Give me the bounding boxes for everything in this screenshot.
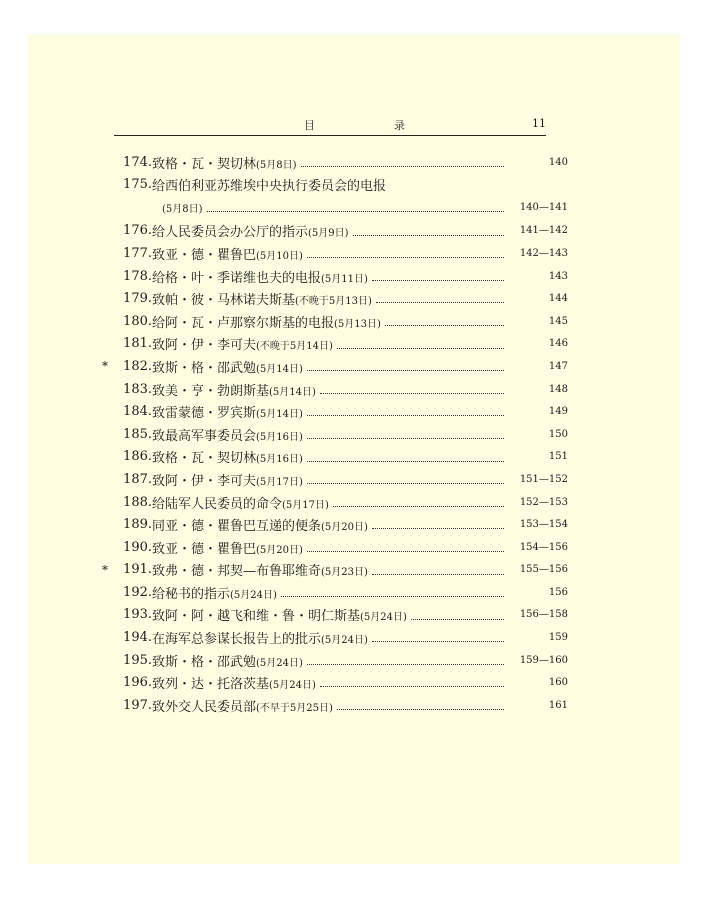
toc-entry bbox=[114, 513, 568, 536]
toc-entry bbox=[114, 378, 568, 401]
dot-leader bbox=[337, 347, 504, 349]
toc-entry-title bbox=[152, 267, 368, 286]
toc-entry bbox=[102, 559, 568, 582]
toc-entry-line bbox=[114, 626, 568, 649]
toc-entry-number: 181. bbox=[123, 336, 152, 352]
toc-entry-number: 195. bbox=[123, 652, 152, 668]
header-title: 目 录 bbox=[304, 119, 439, 132]
toc-entry bbox=[114, 242, 568, 265]
toc-entry bbox=[114, 446, 568, 469]
toc-entry bbox=[102, 355, 568, 378]
toc-entry-title bbox=[152, 651, 303, 670]
toc-entry-number: 189. bbox=[123, 517, 152, 533]
toc-entry-date: (5月20日) bbox=[256, 544, 303, 556]
toc-entry-pages: 143 bbox=[548, 270, 568, 282]
dot-leader bbox=[301, 165, 504, 167]
toc-entry-date: (5月17日) bbox=[256, 476, 303, 488]
page-header bbox=[114, 117, 546, 136]
dot-leader bbox=[320, 392, 504, 394]
toc-entry-title-text: 致阿・伊・李可夫 bbox=[152, 338, 257, 354]
toc-entry-pages: 154—156 bbox=[519, 541, 568, 553]
toc-entry bbox=[114, 694, 568, 717]
toc-entry-number: 191. bbox=[123, 562, 152, 578]
toc-entry bbox=[114, 626, 568, 649]
toc-entry-line bbox=[102, 355, 568, 378]
toc-entry-title-text: 致阿・伊・李可夫 bbox=[152, 473, 257, 489]
toc-entry-title bbox=[152, 515, 368, 534]
toc-entry-number: 176. bbox=[123, 223, 152, 239]
toc-entry-number: 196. bbox=[123, 675, 152, 691]
toc-entry-number: 184. bbox=[123, 404, 152, 420]
toc-entry-title bbox=[152, 153, 297, 172]
toc-entry-title bbox=[152, 493, 329, 512]
toc-entry-line bbox=[114, 151, 568, 174]
toc-entry-number: 193. bbox=[123, 607, 152, 623]
toc-entry bbox=[114, 151, 568, 174]
dot-leader bbox=[372, 640, 504, 642]
toc-entry-number: 194. bbox=[123, 630, 152, 646]
toc-entry-pages: 141—142 bbox=[519, 225, 568, 237]
toc-entry-line bbox=[114, 446, 568, 469]
toc-entry-number: 190. bbox=[123, 539, 152, 555]
toc-entry bbox=[114, 287, 568, 310]
toc-entry-line bbox=[114, 671, 568, 694]
toc-entry-date: (5月24日) bbox=[230, 589, 277, 601]
toc-entry bbox=[114, 265, 568, 288]
toc-entry bbox=[114, 581, 568, 604]
toc-entry-pages: 160 bbox=[548, 677, 568, 689]
toc-entry-date: (5月14日) bbox=[256, 409, 303, 421]
toc-entry-number: 180. bbox=[123, 313, 152, 329]
toc-entry-title-text: 给秘书的指示 bbox=[152, 586, 231, 602]
toc-entry-title-text: 致格・瓦・契切林 bbox=[152, 156, 257, 172]
toc-entry-title-text: 给阿・瓦・卢那察尔斯基的电报 bbox=[152, 315, 335, 331]
toc-entry-line bbox=[114, 242, 568, 265]
toc-entry bbox=[114, 333, 568, 356]
toc-entry-title bbox=[152, 425, 303, 444]
toc-entry-line bbox=[114, 581, 568, 604]
toc-entry bbox=[114, 423, 568, 446]
dot-leader bbox=[281, 595, 504, 597]
toc-entry-title-text: 致亚・德・瞿鲁巴 bbox=[152, 247, 257, 263]
toc-entry-title-text: 致弗・德・邦契—布鲁耶维奇 bbox=[152, 564, 322, 580]
toc-entry-line bbox=[102, 559, 568, 582]
toc-entry bbox=[114, 649, 568, 672]
toc-entry-line bbox=[114, 174, 546, 197]
toc-entry-pages: 140—141 bbox=[519, 201, 568, 213]
toc-entry-title bbox=[152, 175, 386, 194]
toc-entry-date: (5月8日) bbox=[162, 203, 203, 215]
toc-entry-number: 182. bbox=[123, 358, 152, 374]
toc-entry-line bbox=[114, 220, 568, 243]
toc-entry-number: 185. bbox=[123, 426, 152, 442]
toc-entry-line bbox=[114, 196, 568, 219]
toc-entry-line bbox=[114, 265, 568, 288]
toc-entry bbox=[114, 174, 568, 220]
toc-entry-number: 186. bbox=[123, 449, 152, 465]
toc-entry-date: (5月14日) bbox=[269, 386, 316, 398]
dot-leader bbox=[385, 324, 504, 326]
toc-entry-pages: 156 bbox=[548, 586, 568, 598]
toc-entry-title bbox=[152, 334, 333, 353]
toc-entry-pages: 147 bbox=[548, 360, 568, 372]
toc-entry-line bbox=[114, 468, 568, 491]
dot-leader bbox=[353, 234, 504, 236]
toc-entry bbox=[114, 310, 568, 333]
toc-entry-title bbox=[152, 289, 372, 308]
toc-entry-date: (5月16日) bbox=[256, 431, 303, 443]
dot-leader bbox=[376, 301, 504, 303]
toc-entry bbox=[114, 671, 568, 694]
toc-entry-title-text: 致列・达・托洛茨基 bbox=[152, 677, 270, 693]
toc-entry-line bbox=[114, 400, 568, 423]
toc-entry-pages: 144 bbox=[548, 293, 568, 305]
dot-leader bbox=[372, 573, 504, 575]
toc-entry-pages: 153—154 bbox=[519, 519, 568, 531]
toc-entry-title-text: 致斯・格・邵武勉 bbox=[152, 360, 257, 376]
toc-entry-number: 177. bbox=[123, 245, 152, 261]
toc-entry-pages: 155—156 bbox=[519, 564, 568, 576]
toc-entry-line bbox=[114, 513, 568, 536]
toc-entry-pages: 140 bbox=[548, 156, 568, 168]
toc-entry bbox=[114, 604, 568, 627]
dot-leader bbox=[307, 414, 504, 416]
toc-entry-number: 179. bbox=[123, 291, 152, 307]
toc-entry-title bbox=[152, 696, 333, 715]
toc-entry-pages: 151 bbox=[548, 451, 568, 463]
toc-entry-date: (5月24日) bbox=[321, 635, 368, 647]
toc-entry-line bbox=[114, 378, 568, 401]
toc-entry-title-text: 在海军总参谋长报告上的批示 bbox=[152, 632, 322, 648]
toc-entry-title-text: 致帕・彼・马林诺夫斯基 bbox=[152, 293, 296, 309]
toc-entry-date: (5月20日) bbox=[321, 522, 368, 534]
toc-entry-title-text: 给格・叶・季诺维也夫的电报 bbox=[152, 270, 322, 286]
toc-entry-number: 174. bbox=[123, 154, 152, 170]
toc-entry-date: (5月23日) bbox=[321, 567, 368, 579]
toc-entry-title bbox=[152, 447, 303, 466]
dot-leader bbox=[307, 482, 504, 484]
toc-entry-date: (5月9日) bbox=[308, 228, 349, 240]
toc-entry-pages: 161 bbox=[548, 699, 568, 711]
toc-entry-title-text: 致雷蒙德・罗宾斯 bbox=[152, 406, 257, 422]
toc-entry-pages: 152—153 bbox=[519, 496, 568, 508]
toc-entry-number: 178. bbox=[123, 268, 152, 284]
toc-entry-title-text: 给人民委员会办公厅的指示 bbox=[152, 225, 309, 241]
dot-leader bbox=[307, 663, 504, 665]
toc-entry-pages: 149 bbox=[548, 406, 568, 418]
toc-entry-number: 188. bbox=[123, 494, 152, 510]
dot-leader bbox=[307, 256, 504, 258]
dot-leader bbox=[307, 460, 504, 462]
toc-entry-date: (不晚于5月14日) bbox=[256, 341, 333, 353]
toc-entry-title-text: 致美・亨・勃朗斯基 bbox=[152, 383, 270, 399]
toc-entry-title bbox=[152, 628, 368, 647]
toc-entry-date: (5月8日) bbox=[256, 159, 297, 171]
toc-entry-line bbox=[114, 491, 568, 514]
dot-leader bbox=[307, 550, 504, 552]
dot-leader bbox=[337, 708, 504, 710]
toc-entry-date: (5月24日) bbox=[269, 680, 316, 692]
toc-entry-date: (5月13日) bbox=[334, 318, 381, 330]
toc-entry-title bbox=[152, 244, 303, 263]
dot-leader bbox=[372, 527, 504, 529]
toc-entry-title-text: 同亚・德・瞿鲁巴互递的便条 bbox=[152, 519, 322, 535]
dot-leader bbox=[411, 618, 504, 620]
toc-entry-pages: 151—152 bbox=[519, 473, 568, 485]
toc-entry-line bbox=[114, 649, 568, 672]
toc-entry-pages: 146 bbox=[548, 338, 568, 350]
toc-entry-title-text: 致亚・德・瞿鲁巴 bbox=[152, 541, 257, 557]
toc-entry-line bbox=[114, 423, 568, 446]
toc-entry-title bbox=[152, 221, 349, 240]
toc-entry-title bbox=[152, 673, 316, 692]
toc-entry-date: (5月17日) bbox=[282, 499, 329, 511]
toc-entry bbox=[114, 536, 568, 559]
toc-entry-date: (5月24日) bbox=[256, 657, 303, 669]
toc-entry bbox=[114, 491, 568, 514]
toc-entry-title bbox=[152, 538, 303, 557]
toc-entry-number: 175. bbox=[123, 177, 152, 193]
toc-entry-date: (5月24日) bbox=[360, 612, 407, 624]
toc-entry-title bbox=[152, 605, 407, 624]
toc-entry-title bbox=[152, 560, 368, 579]
toc-entry-number: 187. bbox=[123, 471, 152, 487]
toc-entry-title-text: 致格・瓦・契切林 bbox=[152, 451, 257, 467]
toc-entry-number: 197. bbox=[123, 697, 152, 713]
toc-entry bbox=[114, 220, 568, 243]
toc-entry-date: (5月16日) bbox=[256, 454, 303, 466]
asterisk-mark: * bbox=[102, 359, 108, 374]
toc-entry-date: (5月11日) bbox=[321, 273, 368, 285]
dot-leader bbox=[333, 505, 504, 507]
toc-entry-title-text: 给西伯利亚苏维埃中央执行委员会的电报 bbox=[152, 179, 387, 195]
toc-entry-title bbox=[152, 583, 277, 602]
toc-entry-title-text: 致外交人民委员部 bbox=[152, 699, 257, 715]
toc-entry-line bbox=[114, 310, 568, 333]
toc-entry-pages: 148 bbox=[548, 383, 568, 395]
toc-entry-line bbox=[114, 536, 568, 559]
toc-entry-pages: 150 bbox=[548, 428, 568, 440]
toc-entry bbox=[114, 400, 568, 423]
dot-leader bbox=[207, 210, 504, 212]
toc-entry-pages: 159 bbox=[548, 632, 568, 644]
toc-entry-line bbox=[114, 287, 568, 310]
toc-entry-number: 183. bbox=[123, 381, 152, 397]
toc-entry-title bbox=[152, 380, 316, 399]
toc-entry bbox=[114, 468, 568, 491]
asterisk-mark: * bbox=[102, 562, 108, 577]
toc-entry-pages: 145 bbox=[548, 315, 568, 327]
toc-entry-pages: 159—160 bbox=[519, 654, 568, 666]
toc-entry-title bbox=[152, 312, 381, 331]
toc-entry-pages: 142—143 bbox=[519, 247, 568, 259]
toc-entry-title-text: 致斯・格・邵武勉 bbox=[152, 654, 257, 670]
toc-entry-date: (5月10日) bbox=[256, 250, 303, 262]
dot-leader bbox=[307, 437, 504, 439]
dot-leader bbox=[372, 279, 504, 281]
toc-entry-number: 192. bbox=[123, 584, 152, 600]
dot-leader bbox=[320, 685, 504, 687]
toc-entry-line bbox=[114, 604, 568, 627]
toc-entry-date: (不晚于5月13日) bbox=[295, 296, 372, 308]
toc-entry-line bbox=[114, 694, 568, 717]
toc-entry-title bbox=[152, 470, 303, 489]
toc-entry-title bbox=[152, 357, 303, 376]
toc-entry-title bbox=[152, 402, 303, 421]
toc-entry-title-text: 致最高军事委员会 bbox=[152, 428, 257, 444]
toc-entry-title-text: 给陆军人民委员的命令 bbox=[152, 496, 283, 512]
header-page-number: 11 bbox=[532, 117, 546, 130]
dot-leader bbox=[307, 369, 504, 371]
toc-entry-pages: 156—158 bbox=[519, 609, 568, 621]
table-of-contents bbox=[102, 151, 568, 717]
toc-entry-date: (5月14日) bbox=[256, 363, 303, 375]
toc-entry-date: (不早于5月25日) bbox=[256, 702, 333, 714]
toc-entry-title-text: 致阿・阿・越飞和维・鲁・明仁斯基 bbox=[152, 609, 361, 625]
toc-entry-line bbox=[114, 333, 568, 356]
